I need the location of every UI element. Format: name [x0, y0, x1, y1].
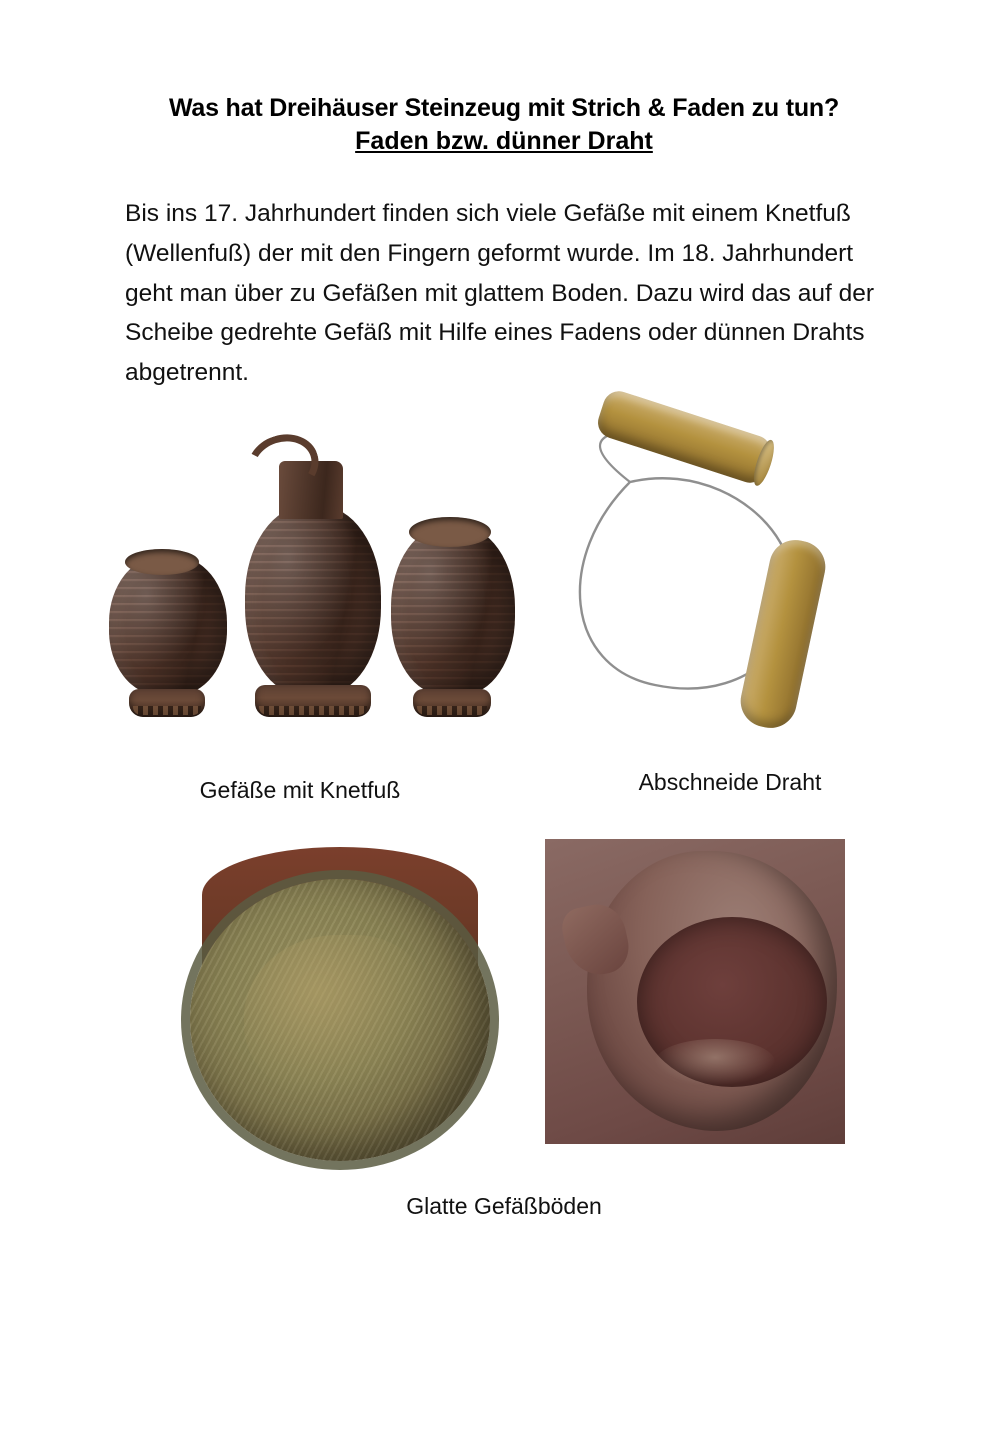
page-title: [0, 92, 1008, 158]
vessel-ridges: [391, 525, 515, 695]
title-line-2: Faden bzw. dünner Draht: [355, 126, 653, 155]
vessel-body: [245, 505, 381, 695]
figure-cutting-wire: [545, 407, 905, 737]
figure-vessels-with-knetfuss: [85, 427, 525, 717]
figure-captions-top: [0, 768, 1008, 823]
caption-cutting-wire: Abschneide Draht: [638, 768, 822, 795]
document-page: [0, 92, 1008, 1436]
vessel-knetfuss: [255, 685, 371, 717]
vessel-small-left: [103, 527, 233, 717]
caption-smooth-vessel-bottoms: Glatte Gefäßböden: [406, 1192, 602, 1219]
pot-bottom-photo: [180, 845, 500, 1165]
caption-vessels-with-knetfuss: Gefäße mit Knetfuß: [199, 776, 401, 803]
vessel-body: [109, 555, 227, 695]
jug-base-marking: [655, 1039, 775, 1085]
vessel-photo: [85, 427, 525, 717]
vessel-tall-middle: [233, 432, 393, 717]
body-paragraph: Bis ins 17. Jahrhundert finden sich viele Gefäße mit einem Knetfuß (Wellenfuß) der mit den Fingern geformt wurde. Im 18. Jahrhundert geht man über zu Gefäßen mit glattem Boden. Dazu wird das auf der Scheibe gedrehte Gefäß mit Hilfe eines Fadens oder dünnen Drahts abgetrennt.: [125, 200, 875, 386]
pot-base-disc: [190, 879, 490, 1161]
figure-row-top: [0, 407, 1008, 777]
jug-bottom-photo: [545, 839, 845, 1144]
vessel-rim: [409, 517, 491, 547]
vessel-body: [391, 525, 515, 695]
wire-photo: [545, 407, 905, 737]
vessel-knetfuss: [413, 689, 491, 717]
figure-smooth-bottom-left: [180, 845, 500, 1165]
figure-smooth-bottom-right: [545, 839, 845, 1144]
figure-row-bottom: [0, 845, 1008, 1165]
vessel-ridges: [245, 505, 381, 695]
vessel-right: [385, 477, 520, 717]
vessel-rim: [125, 549, 199, 575]
vessel-knetfuss: [129, 689, 205, 717]
title-line-1: Was hat Dreihäuser Steinzeug mit Strich & Faden zu tun?: [168, 94, 840, 122]
vessel-ridges: [109, 555, 227, 695]
